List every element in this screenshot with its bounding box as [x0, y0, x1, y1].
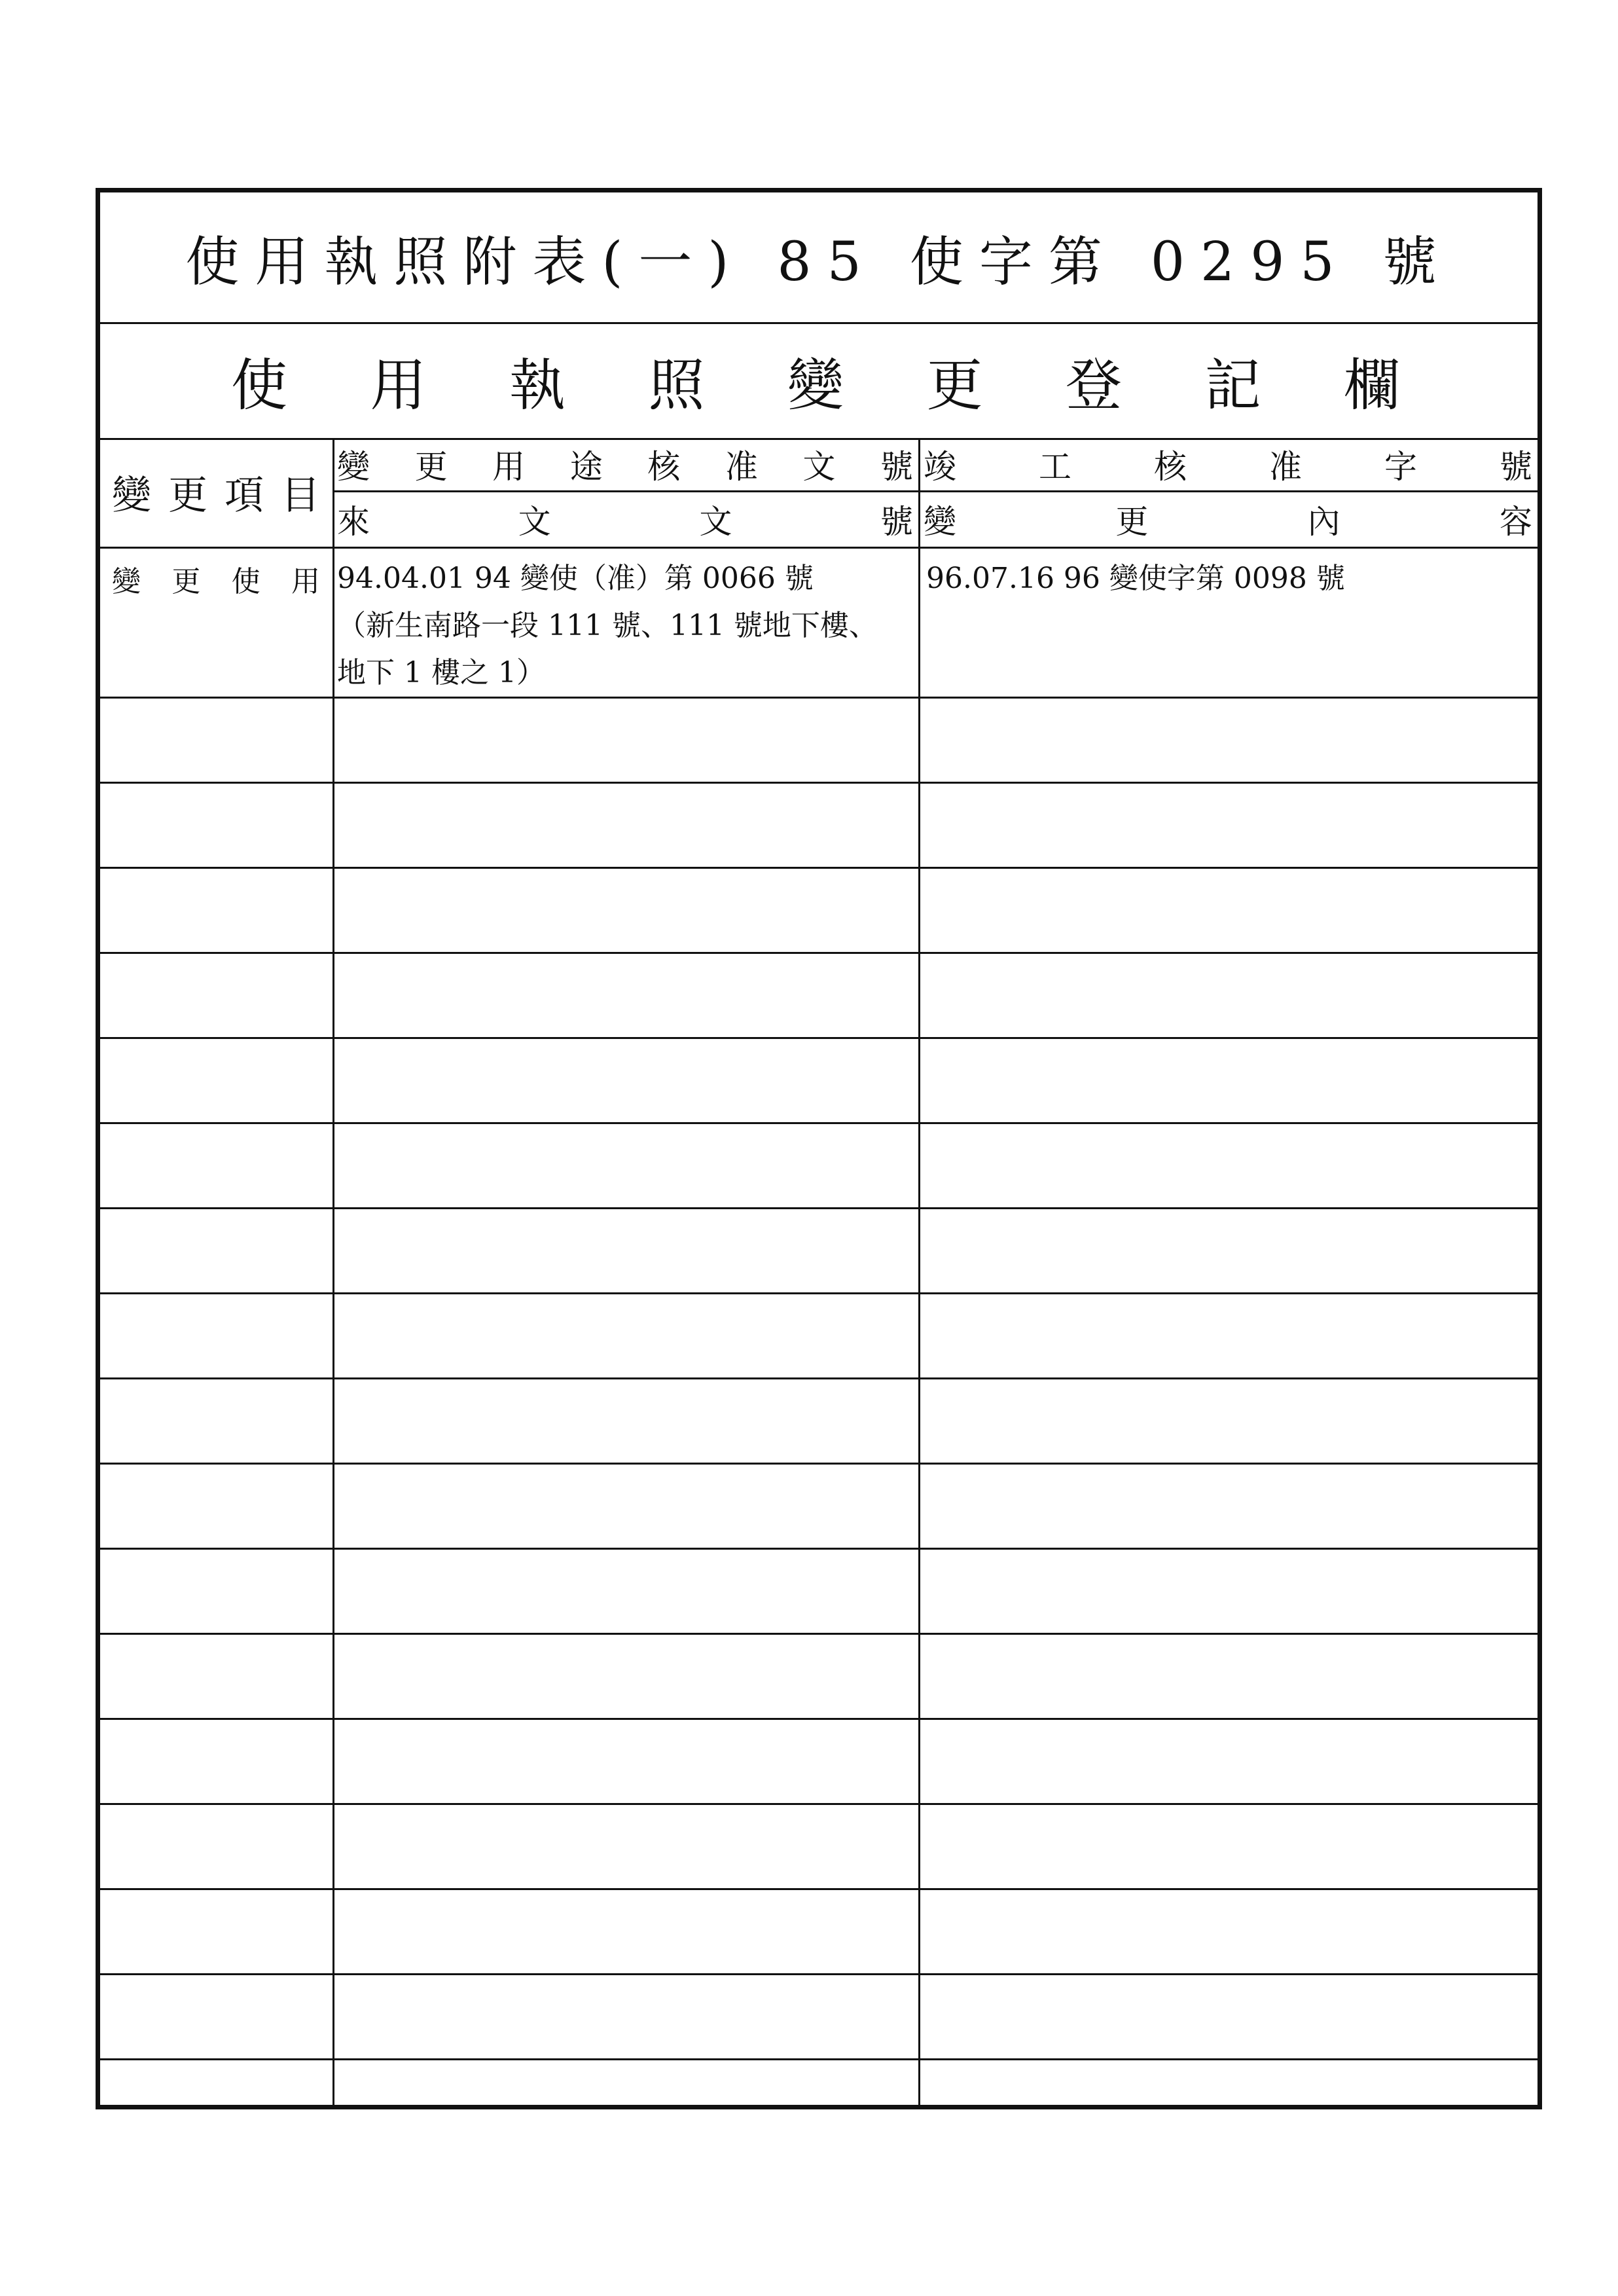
- header-char: 核: [1154, 448, 1187, 486]
- header-divider: [333, 490, 1537, 492]
- header-char: 竣: [924, 448, 956, 486]
- row-divider: [100, 1207, 1537, 1209]
- row-divider: [100, 1888, 1537, 1890]
- header-char: 更: [168, 473, 207, 519]
- header-char: 准: [1269, 448, 1302, 486]
- row-divider: [100, 1122, 1537, 1124]
- subtitle-char: 執: [509, 352, 566, 418]
- subtitle-char: 用: [370, 352, 427, 418]
- header-char: 字: [1384, 448, 1417, 486]
- header-char: 內: [1307, 503, 1340, 541]
- row-divider: [100, 952, 1537, 954]
- row-divider: [100, 1463, 1537, 1465]
- row-purpose-line2: （新生南路一段 111 號、111 號地下樓、: [337, 609, 878, 642]
- row-divider: [100, 1548, 1537, 1550]
- header-char: 變: [337, 448, 370, 486]
- header-completion-approval: [924, 438, 1532, 490]
- item-char: 用: [291, 565, 320, 598]
- item-char: 使: [231, 565, 261, 598]
- subtitle-char: 記: [1204, 352, 1261, 418]
- subtitle-char: 使: [231, 352, 287, 418]
- header-char: 核: [647, 448, 681, 486]
- row-divider: [100, 1292, 1537, 1294]
- header-incoming-doc: [337, 493, 913, 545]
- row-purpose-line1: 94.04.01 94 變使（准）第 0066 號: [337, 562, 814, 595]
- row-divider: [100, 1718, 1537, 1720]
- row-divider: [100, 867, 1537, 869]
- subtitle-char: 欄: [1344, 352, 1400, 418]
- row-divider: [100, 1633, 1537, 1635]
- row-divider: [100, 1803, 1537, 1805]
- row-divider: [100, 2058, 1537, 2060]
- row-divider: [100, 1973, 1537, 1975]
- header-char: 變: [112, 473, 151, 519]
- row-change-item: [112, 556, 320, 602]
- item-char: 變: [112, 565, 141, 598]
- header-char: 變: [924, 503, 956, 541]
- row-divider: [100, 697, 1537, 699]
- row-divider: [100, 1377, 1537, 1379]
- header-char: 用: [492, 448, 526, 486]
- header-purpose-approval: [337, 438, 913, 490]
- table-header: [100, 438, 1537, 549]
- header-char: 更: [414, 448, 448, 486]
- header-char: 號: [880, 503, 913, 541]
- subtitle-char: 變: [787, 352, 844, 418]
- header-change-content: [924, 493, 1532, 545]
- subtitle-char: 登: [1066, 352, 1122, 418]
- header-char: 途: [569, 448, 603, 486]
- item-char: 更: [171, 565, 201, 598]
- header-char: 容: [1499, 503, 1532, 541]
- form-title: 使用執照附表(一) 85 使字第 0295 號: [185, 230, 1452, 293]
- header-char: 項: [225, 473, 264, 519]
- subtitle-char: 照: [648, 352, 705, 418]
- header-char: 工: [1039, 448, 1071, 486]
- header-char: 目: [281, 473, 320, 519]
- row-divider: [100, 782, 1537, 784]
- row-purpose-line3: 地下 1 樓之 1）: [337, 656, 545, 689]
- header-char: 准: [725, 448, 758, 486]
- header-char: 文: [518, 503, 551, 541]
- row-completion: 96.07.16 96 變使字第 0098 號: [926, 562, 1345, 595]
- column-divider: [918, 438, 920, 2105]
- row-divider: [100, 1037, 1537, 1039]
- column-divider: [333, 438, 334, 2105]
- header-char: 更: [1115, 503, 1149, 541]
- header-char: 文: [699, 503, 732, 541]
- subtitle-char: 更: [926, 352, 983, 418]
- form-subtitle-row: [100, 322, 1537, 440]
- header-change-item: [112, 438, 320, 547]
- form-title-row: [100, 192, 1537, 324]
- form-subtitle: [100, 340, 1537, 421]
- license-form: [96, 188, 1542, 2109]
- header-char: 號: [880, 448, 913, 486]
- header-char: 來: [337, 503, 370, 541]
- header-char: 文: [802, 448, 836, 486]
- header-char: 號: [1500, 448, 1532, 486]
